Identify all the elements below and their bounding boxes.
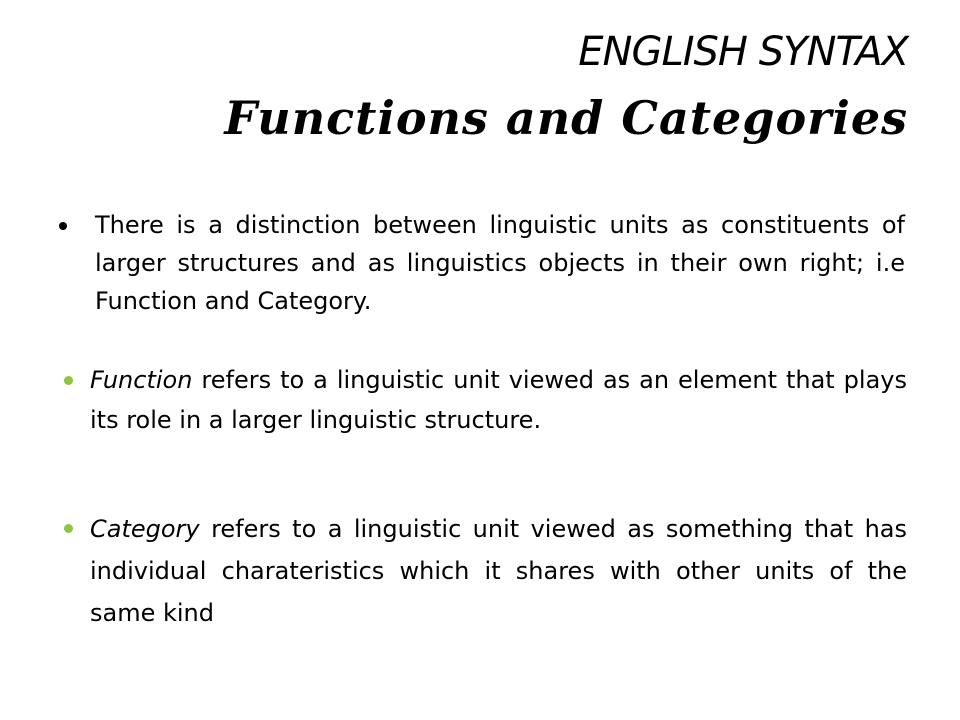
slide-title: ENGLISH SYNTAX [578, 29, 908, 75]
green-bullet-dot-icon [64, 376, 73, 385]
function-definition-text: refers to a linguistic unit viewed as an element that plays its role in a larger linguistic structure. [90, 366, 907, 434]
term-category: Category [90, 515, 200, 543]
green-bullet-dot-icon [64, 524, 73, 533]
bullet-text: There is a distinction between linguistic units as constituents of larger structures and as linguistics objects in their own right; i.e Function and Category. [95, 211, 905, 315]
slide-subtitle: Functions and Categories [224, 91, 908, 145]
category-definition [90, 508, 907, 634]
function-definition [90, 360, 907, 440]
term-function: Function [90, 366, 193, 394]
bullet-dot-icon [59, 222, 67, 230]
category-definition-text: refers to a linguistic unit viewed as something that has individual charateristics which it shares with other units of the same kind [90, 515, 907, 627]
